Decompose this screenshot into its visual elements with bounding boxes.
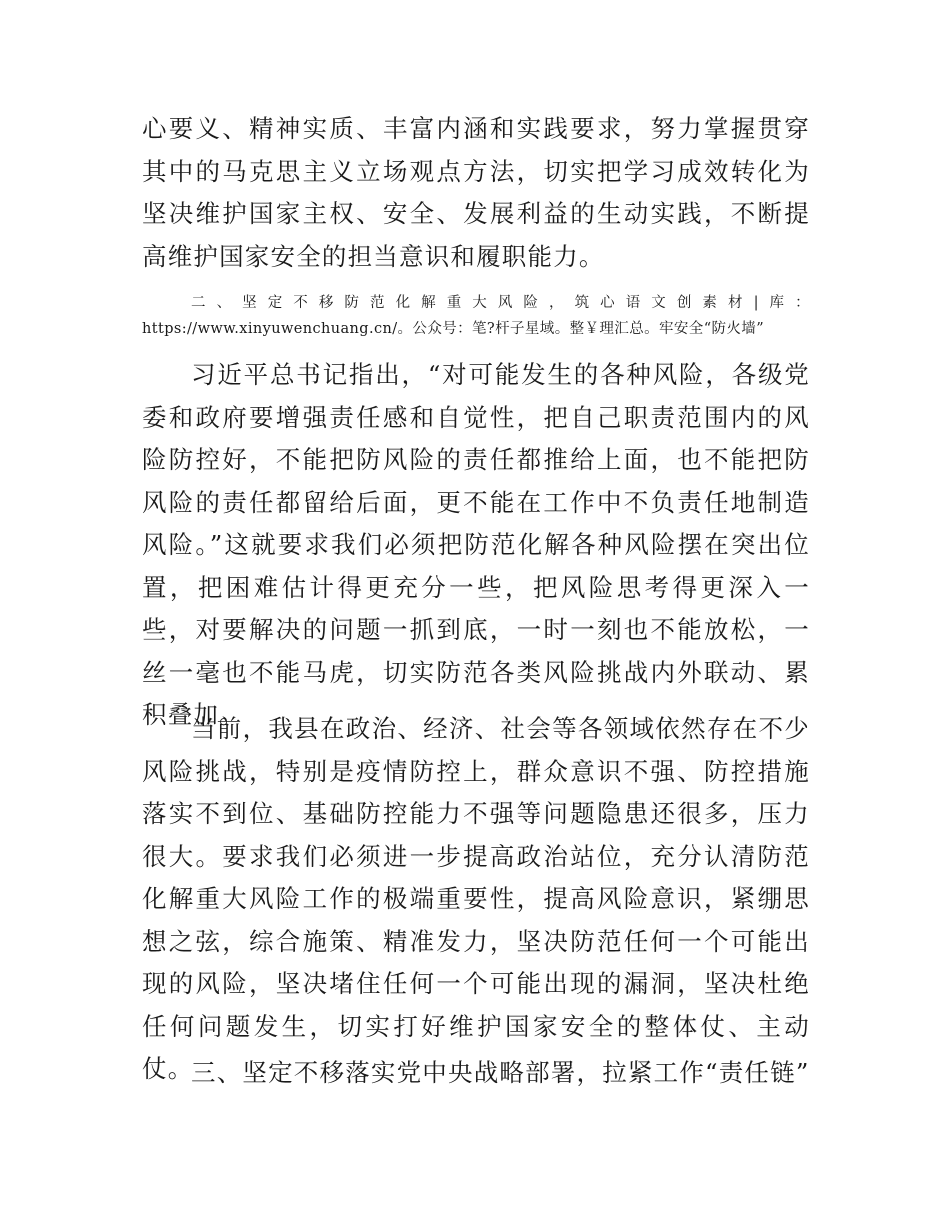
- section-two-heading: 二、坚定不移防范化解重大风险，筑心语文创素材|库：https://www.xinyuwenchuang.cn/。公众号：笔?杆子星域。整￥理汇总。牢安全“防火墙”: [142, 295, 810, 337]
- current-situation-paragraph-block: [142, 708, 810, 1091]
- section-three-heading-block: [142, 1052, 810, 1095]
- quote-paragraph: 习近平总书记指出，“对可能发生的各种风险，各级党委和政府要增强责任感和自觉性，把自己职责范围内的风险防控好，不能把防风险的责任都推给上面，也不能把防风险的责任都留给后面，更不能在工作中不负责任地制造风险。”这就要求我们必须把防范化解各种风险摆在突出位置，把困难估计得更充分一些，把风险思考得更深入一些，对要解决的问题一抓到底，一时一刻也不能放松，一丝一毫也不能马虎，切实防范各类风险挑战内外联动、累积叠加。: [142, 360, 810, 729]
- intro-paragraph-continuation: 心要义、精神实质、丰富内涵和实践要求，努力掌握贯穿其中的马克思主义立场观点方法，切实把学习成效转化为坚决维护国家主权、安全、发展利益的生动实践，不断提高维护国家安全的担当意识和履职能力。: [142, 114, 810, 271]
- intro-paragraph-block: [142, 108, 810, 278]
- section-three-heading: 三、坚定不移落实党中央战略部署，拉紧工作“责任链”: [191, 1058, 810, 1087]
- section-two-heading-block: [142, 290, 810, 342]
- current-situation-paragraph: 当前，我县在政治、经济、社会等各领域依然存在不少风险挑战，特别是疫情防控上，群众意识不强、防控措施落实不到位、基础防控能力不强等问题隐患还很多，压力很大。要求我们必须进一步提高政治站位，充分认清防范化解重大风险工作的极端重要性，提高风险意识，紧绷思想之弦，综合施策、精准发力，坚决防范任何一个可能出现的风险，坚决堵住任何一个可能出现的漏洞，坚决杜绝任何问题发生，切实打好维护国家安全的整体仗、主动仗。: [142, 714, 810, 1083]
- quote-paragraph-block: [142, 354, 810, 737]
